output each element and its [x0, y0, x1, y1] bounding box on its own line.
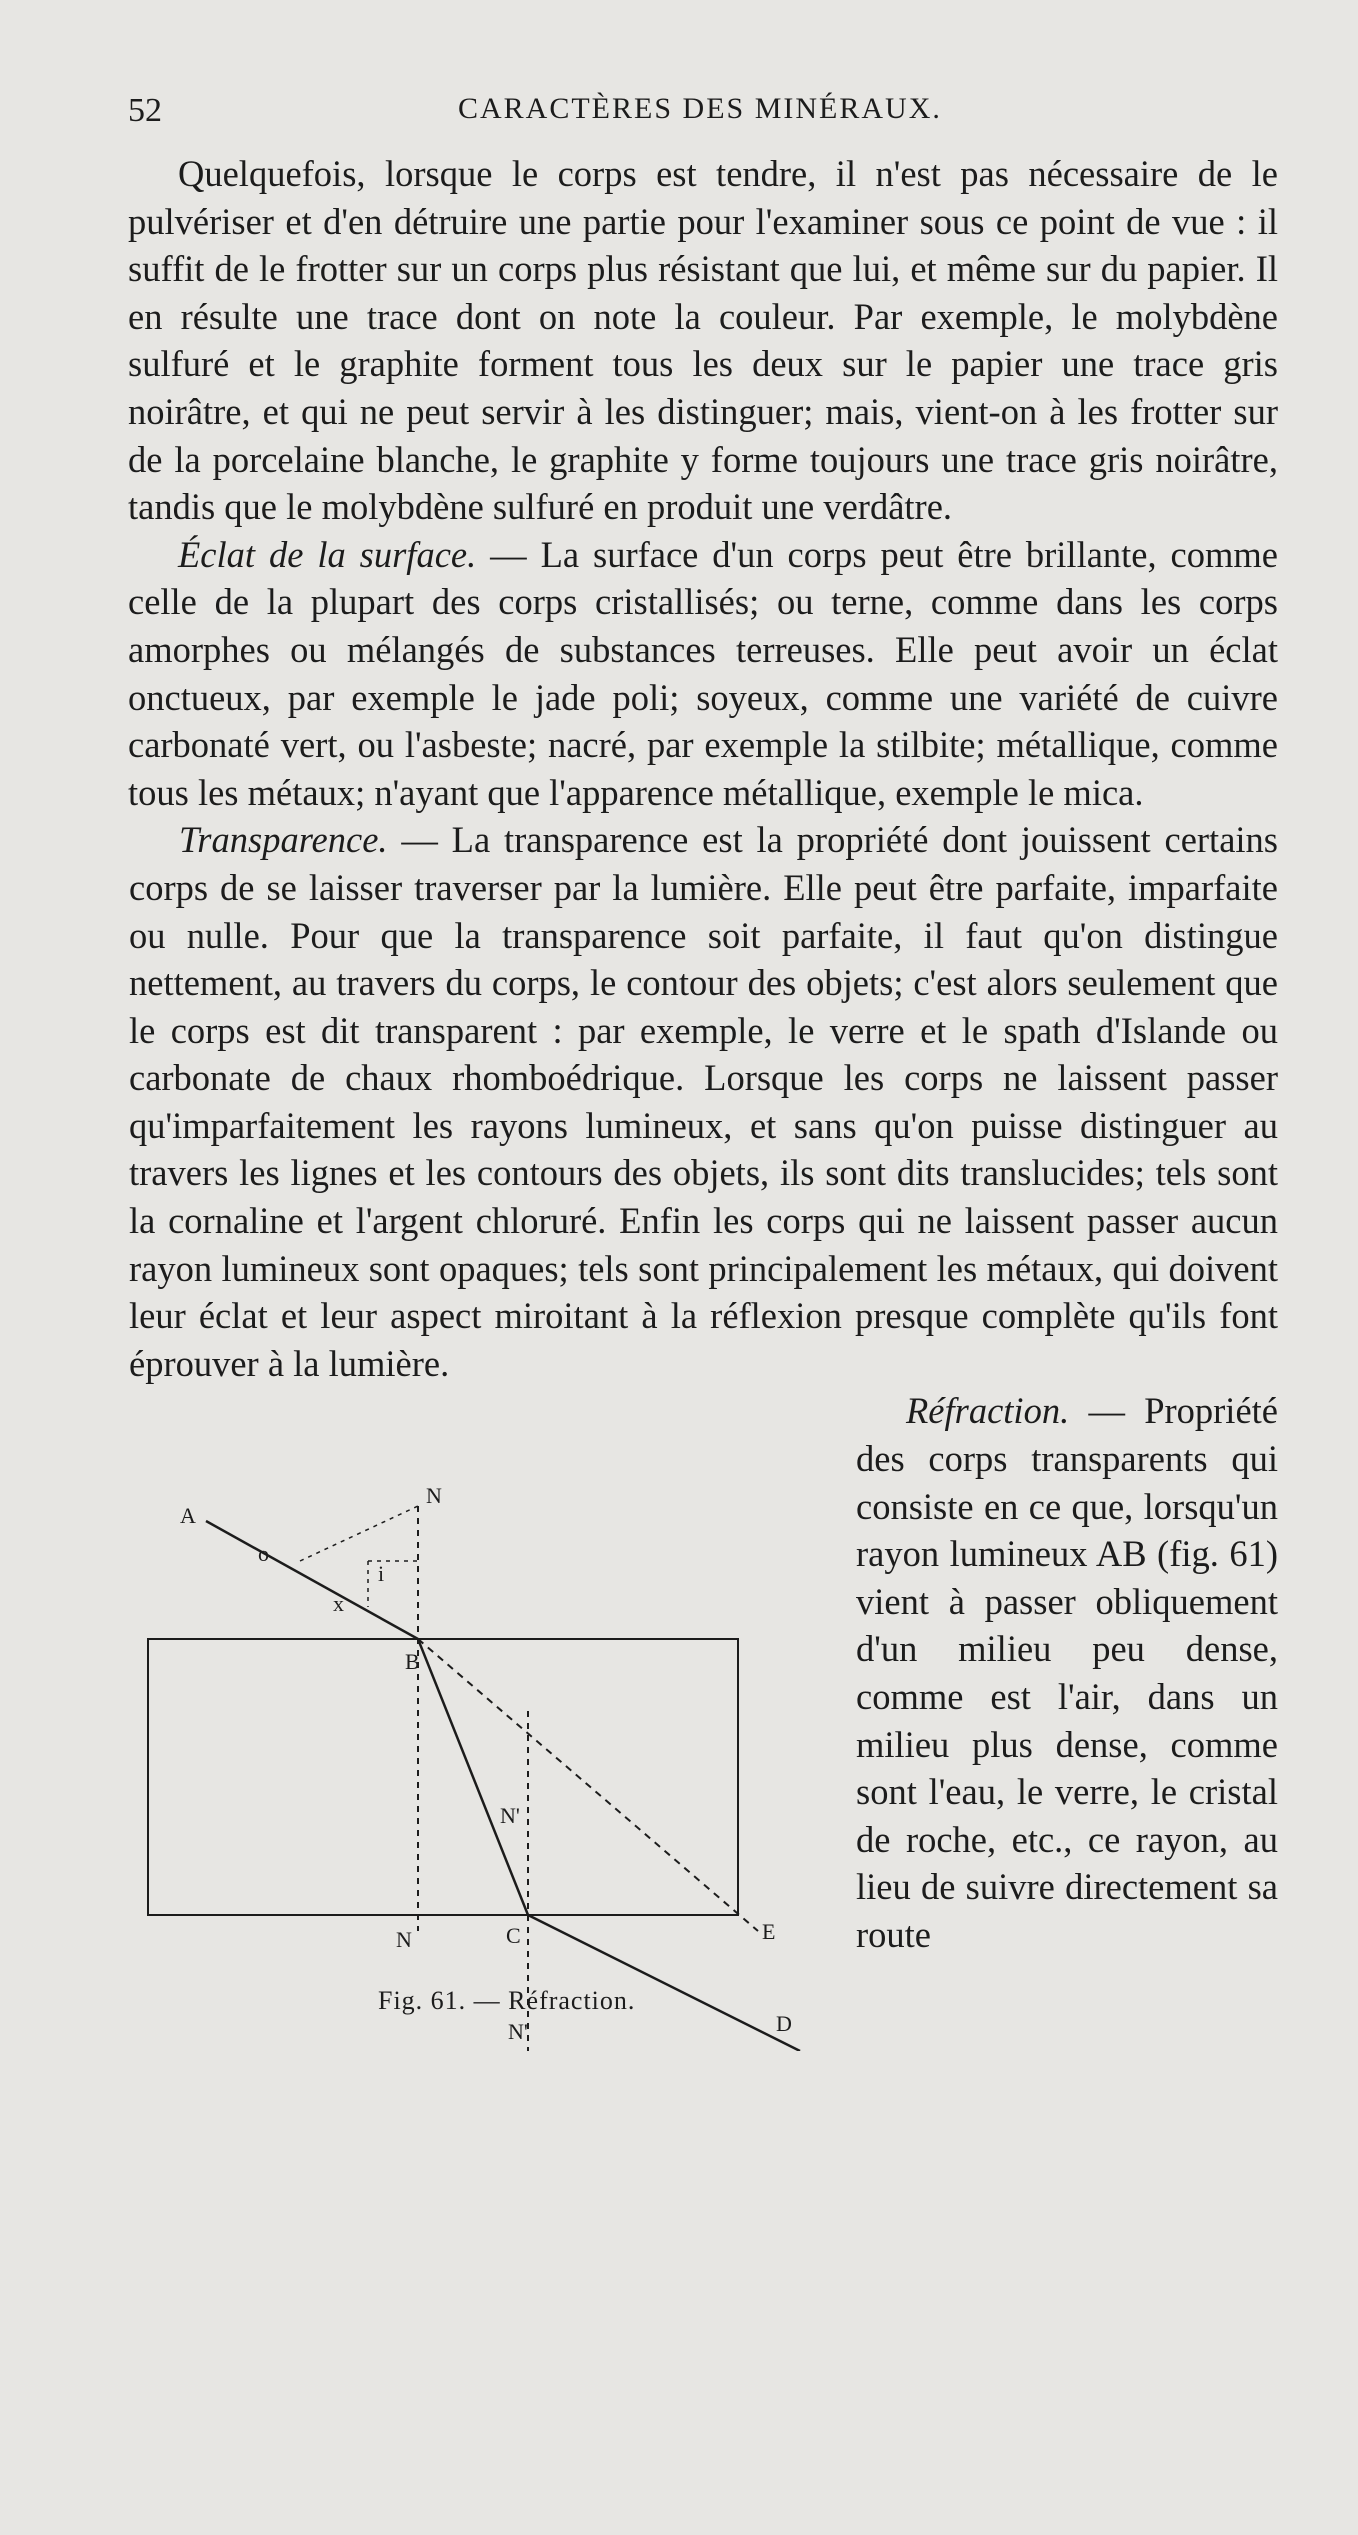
label-n-prime-mid: N': [500, 1803, 520, 1829]
label-b: B: [405, 1649, 420, 1675]
page-header: [128, 92, 1278, 138]
page-number: 52: [128, 92, 162, 129]
label-e: E: [762, 1919, 776, 1945]
label-o: o: [258, 1541, 269, 1567]
refracted-ray-bc: [418, 1639, 528, 1915]
paragraph-streak: Quelquefois, lorsque le corps est tendre, il n'est pas nécessaire de le pulvériser et d'en détruire une partie pour l'examiner sous ce point de vue : il suffit de le frotter sur un corps plus résistant que lui, et même sur du papier. Il en résulte une trace dont on note la couleur. Par exemple, le molybdène sulfuré et le graphite forment tous les deux sur le papier une trace gris noirâtre, et qui ne peut servir à les distinguer; mais, vient-on à les frotter sur de la porcelaine blanche, le graphite y forme toujours une trace gris noirâtre, tandis que le molybdène sulfuré en produit une verdâtre.: [128, 153, 1278, 528]
label-c: C: [506, 1923, 521, 1949]
label-n-prime-bot: N': [508, 2019, 528, 2045]
paragraph-luster: [128, 531, 1278, 817]
incident-ray-ab: [206, 1521, 418, 1639]
refraction-diagram: [128, 1411, 838, 2051]
running-title: CARACTÈRES DES MINÉRAUX.: [458, 92, 942, 125]
paragraph-transparency-body: — La transparence est la propriété dont jouissent certains corps de se laisser traverser par la lumière. Elle peut être parfaite, imparfaite ou nulle. Pour que la transparence soit parfaite, il faut qu'on distingue nettement, au travers du corps, le contour des objets; c'est alors seulement que le corps est dit transparent : par exemple, le verre et le spath d'Islande ou carbonate de chaux rhomboédrique. Lorsque les corps ne laissent passer qu'imparfaitement les rayons lumineux, et sans qu'on puisse distinguer au travers les lignes et les contours des objets, ils sont dits translucides; tels sont la cornaline et l'argent chloruré. Enfin les corps qui ne laissent passer aucun rayon lumineux sont opaques; tels sont principalement les métaux, qui doivent leur éclat et leur aspect miroitant à la réflexion presque complète qu'ils font éprouver à la lumière.: [129, 819, 1278, 1384]
label-x: x: [333, 1591, 344, 1617]
paragraph-refraction-body: — Propriété des corps transparents qui consiste en ce que, lorsqu'un rayon lumineux AB (fig. 61) vient à passer obliquement d'un milieu peu dense, comme est l'air, dans un milieu plus dense, comme sont l'eau, le verre, le cristal de roche, etc., ce rayon, au lieu de suivre directement sa route: [856, 1390, 1278, 1955]
undeviated-ray-be: [418, 1639, 758, 1931]
figure-61: [128, 1411, 838, 2535]
label-n-mid: N: [396, 1927, 412, 1953]
section-title-transparency: Transparence.: [179, 819, 388, 861]
section-title-refraction: Réfraction.: [906, 1390, 1070, 1432]
label-a: A: [180, 1503, 196, 1529]
label-i: i: [378, 1561, 385, 1587]
body-text: [128, 150, 1278, 2535]
label-n-top: N: [426, 1483, 442, 1509]
glass-block: [148, 1639, 738, 1915]
figure-caption: Fig. 61. — Réfraction.: [378, 1986, 636, 2016]
label-d: D: [776, 2011, 792, 2037]
construction-line-o: [300, 1506, 418, 1561]
section-title-luster: Éclat de la surface.: [178, 533, 477, 575]
paragraph-luster-body: — La surface d'un corps peut être brillante, comme celle de la plupart des corps cristallisés; ou terne, comme dans les corps amorphes ou mélangés de substances terreuses. Elle peut avoir un éclat onctueux, par exemple le jade poli; soyeux, comme une variété de cuivre carbonaté vert, ou l'asbeste; nacré, par exemple la stilbite; métallique, comme tous les métaux; n'ayant que l'apparence métallique, exemple le mica.: [128, 533, 1278, 813]
